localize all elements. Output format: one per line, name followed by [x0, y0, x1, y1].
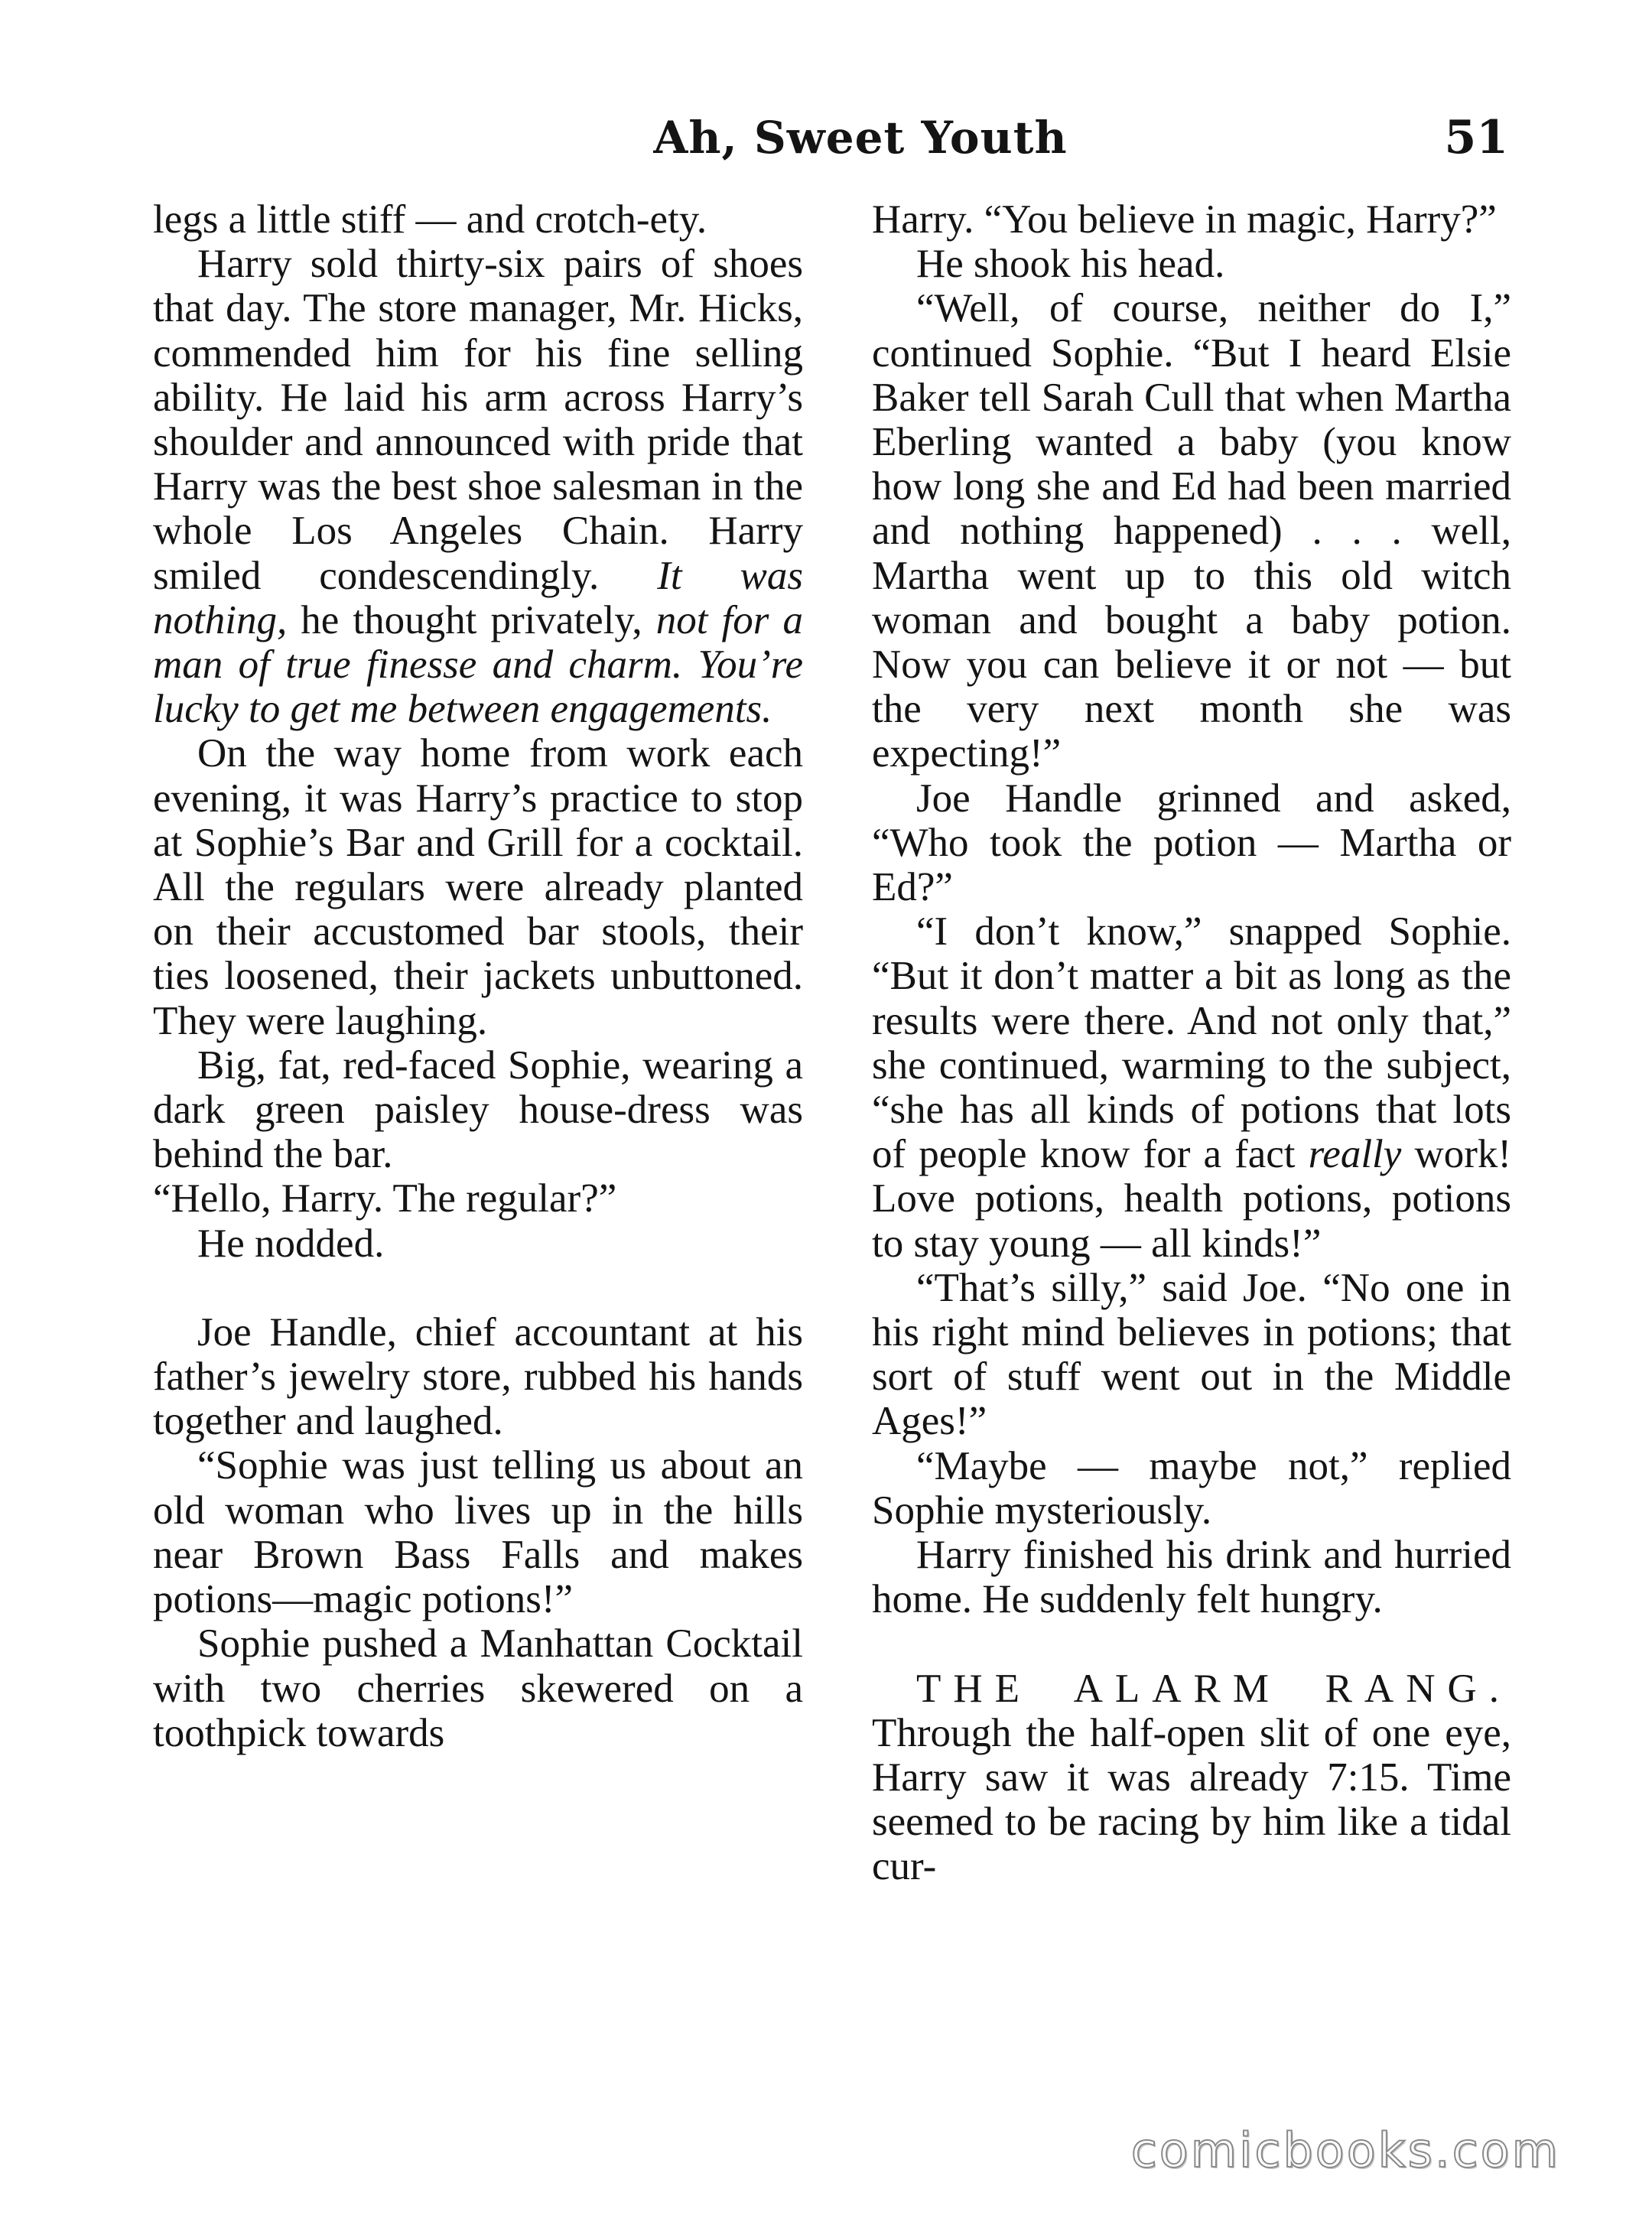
paragraph-text: work! Love potions, health potions, potions to stay young — all kinds!” [872, 1132, 1512, 1266]
italic-emphasis: really [1308, 1132, 1402, 1177]
paragraph-text: Through the half-open slit of one eye, Harry saw it was already 7:15. Time seemed to be racing by him like a tidal cur- [872, 1710, 1511, 1889]
paragraph: Big, fat, red-faced Sophie, wearing a dark green paisley house-dress was behind the bar. [153, 1042, 803, 1177]
paragraph: Harry finished his drink and hurried home. He suddenly felt hungry. [872, 1533, 1511, 1622]
running-title: Ah, Sweet Youth [653, 112, 1068, 164]
paragraph: “Hello, Harry. The regular?” [153, 1176, 617, 1221]
paragraph: “Well, of course, neither do I,” continued Sophie. “But I heard Elsie Baker tell Sarah Cull that when Martha Eberling wanted a baby (you know how long she and Ed had been married and nothing happened) . . . well, Martha went up to this old witch woman and bought a baby potion. Now you can believe it or not — but the very next month she was expecting!” [872, 286, 1511, 776]
paragraph: legs a little stiff — and crotch-ety. [153, 197, 707, 242]
watermark: comicbooks.com [1130, 2122, 1560, 2178]
paragraph: He shook his head. [916, 242, 1225, 287]
section-lead-caps: THE ALARM RANG. [916, 1666, 1511, 1711]
paragraph-text: “I don’t know,” snapped Sophie. “But it don’t matter a bit as long as the results were there. And not only that,” she continued, warming to the subject, “she has all kinds of potions that lots of people know for a fact [872, 909, 1511, 1177]
paragraph: “That’s silly,” said Joe. “No one in his right mind believes in potions; that sort of stuff went out in the Middle Ages!” [872, 1265, 1511, 1444]
paragraph-text: Harry sold thirty-six pairs of shoes that day. The store manager, Mr. Hicks, commended him for his fine selling ability. He laid his arm across Harry’s shoulder and announced with pride that Harry was the best shoe salesman in the whole Los Angeles Chain. Harry smiled condescendingly. [153, 242, 803, 598]
paragraph-text: he thought privately, [301, 597, 642, 642]
italic-thought: not for a man of true finesse and charm. You’re lucky to get me between engagements. [153, 597, 803, 732]
paragraph: “Sophie was just telling us about an old woman who lives up in the hills near Brown Bass Falls and makes potions—magic potions!” [153, 1443, 803, 1622]
paragraph: He nodded. [197, 1221, 385, 1266]
paragraph: “Maybe — maybe not,” replied Sophie mysteriously. [872, 1443, 1511, 1533]
paragraph: On the way home from work each evening, it was Harry’s practice to stop at Sophie’s Bar and Grill for a cocktail. All the regulars were already planted on their accustomed bar stools, their ties loosened, their jackets unbuttoned. They were laughing. [153, 731, 803, 1043]
page-number: 51 [1444, 111, 1508, 164]
paragraph: Joe Handle, chief accountant at his father’s jewelry store, rubbed his hands together and laughed. [153, 1309, 803, 1444]
paragraph: Harry. “You believe in magic, Harry?” [872, 197, 1497, 242]
section-opening [872, 1667, 1511, 1889]
paragraph [153, 242, 803, 731]
right-column [872, 197, 1511, 1889]
italic-thought: It was nothing, [153, 553, 803, 642]
paragraph: Sophie pushed a Manhattan Cocktail with two cherries skewered on a toothpick towards [153, 1621, 803, 1755]
paragraph: Joe Handle grinned and asked, “Who took the potion — Martha or Ed?” [872, 776, 1511, 910]
left-column [153, 197, 803, 1755]
paragraph [872, 909, 1511, 1266]
